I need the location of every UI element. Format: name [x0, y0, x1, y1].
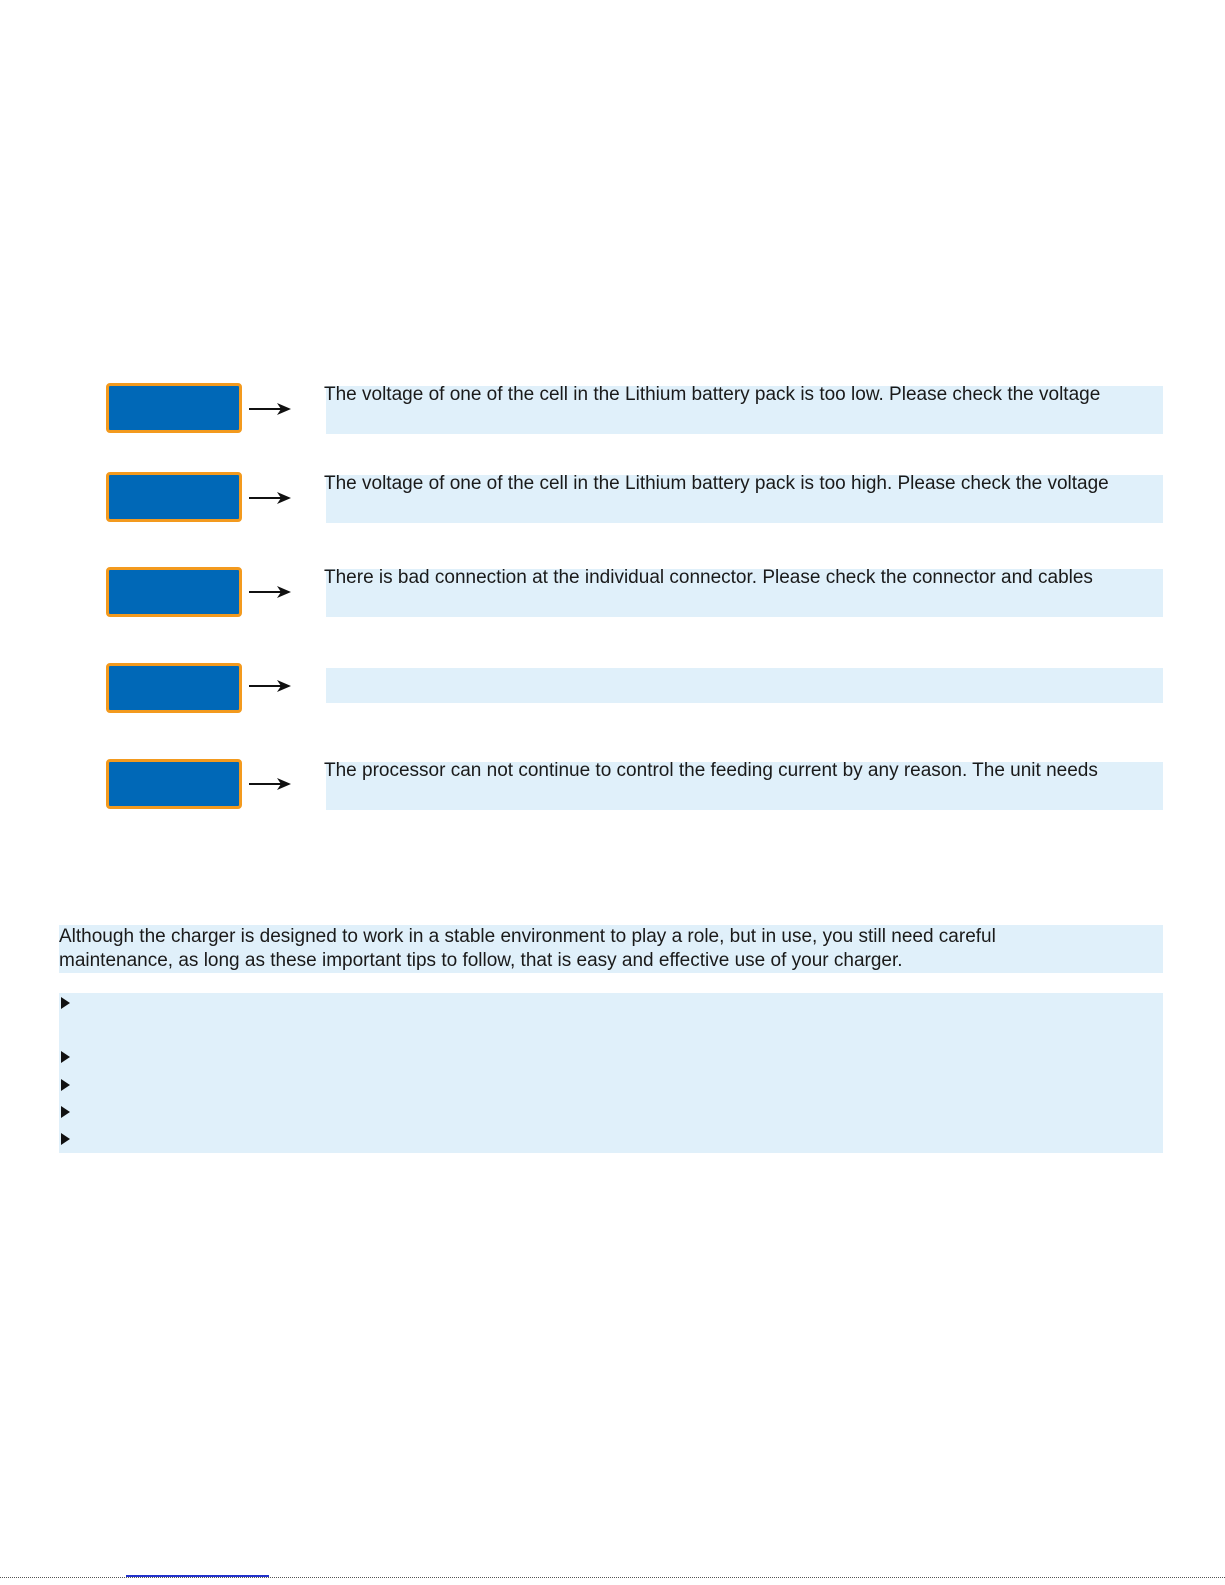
error-text: The processor can not continue to control the feeding current by any reason. The unit needs — [324, 760, 1098, 781]
error-text: There is bad connection at the individual connector. Please check the connector and cables — [324, 567, 1093, 588]
footer-link-underline[interactable] — [126, 1575, 269, 1577]
footer-divider — [0, 1577, 1225, 1578]
triangle-bullet-icon — [61, 997, 70, 1009]
triangle-bullet-icon — [61, 1051, 70, 1063]
error-text: The voltage of one of the cell in the Lithium battery pack is too low. Please check the voltage — [324, 384, 1101, 405]
lcd-display — [106, 663, 242, 713]
lcd-display — [106, 759, 242, 809]
right-arrow-icon — [247, 401, 293, 417]
maintenance-intro — [59, 925, 1163, 973]
maintenance-tips-list — [59, 993, 1163, 1153]
triangle-bullet-icon — [61, 1133, 70, 1145]
right-arrow-icon — [247, 490, 293, 506]
lcd-display — [106, 472, 242, 522]
error-description — [326, 475, 1163, 523]
triangle-bullet-icon — [61, 1079, 70, 1091]
right-arrow-icon — [247, 584, 293, 600]
error-description — [326, 762, 1163, 810]
error-description — [326, 386, 1163, 434]
error-description — [326, 569, 1163, 617]
right-arrow-icon — [247, 776, 293, 792]
lcd-display — [106, 567, 242, 617]
triangle-bullet-icon — [61, 1106, 70, 1118]
error-text: The voltage of one of the cell in the Lithium battery pack is too high. Please check the voltage — [324, 473, 1109, 494]
error-description — [326, 668, 1163, 703]
intro-line-2: maintenance, as long as these important tips to follow, that is easy and effective use of your charger. — [59, 950, 903, 971]
lcd-display — [106, 383, 242, 433]
intro-line-1: Although the charger is designed to work in a stable environment to play a role, but in use, you still need careful — [59, 926, 996, 947]
right-arrow-icon — [247, 678, 293, 694]
